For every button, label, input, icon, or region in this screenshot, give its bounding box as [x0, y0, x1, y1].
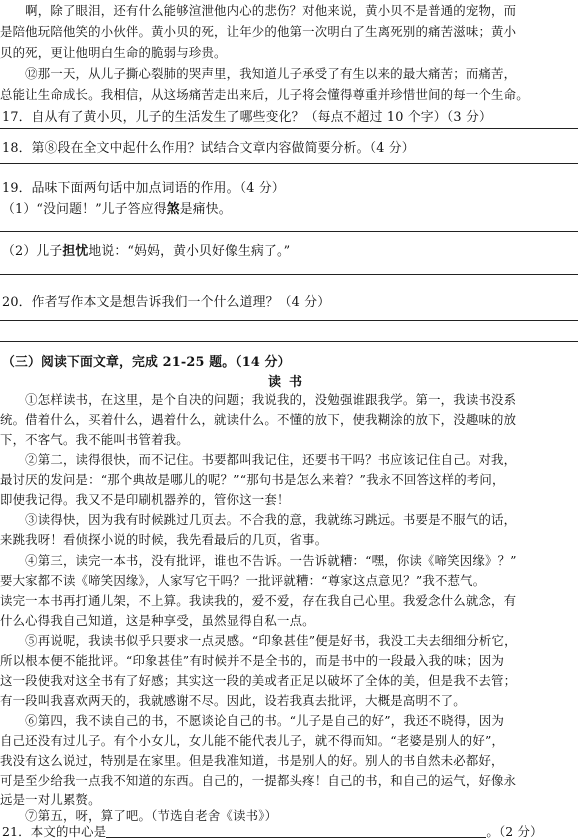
- article-line: 即使我记得。我又不是印刷机器养的，管你这一套！: [0, 492, 290, 507]
- article-line: 读完一本书再打通儿架，不上算。我读我的，爱不爱，存在我自己心里。我爱念什么就念，有: [0, 593, 517, 608]
- answer-line: [0, 231, 578, 232]
- article-line: ⑤再说呢，我读书似乎只要求一点灵感。“印象甚佳”便是好书，我没工夫去细细分析它，: [0, 633, 517, 648]
- article-title: 读书: [267, 375, 310, 390]
- text-line: 贝的死，更让他明白生命的脆弱与珍贵。: [0, 45, 227, 60]
- answer-line: [0, 320, 578, 321]
- text-line: 啊，除了眼泪，还有什么能够渲泄他内心的悲伤？对他来说，黄小贝不是普通的宠物，而: [0, 3, 517, 18]
- answer-line: [0, 128, 578, 129]
- article-line: 下，不客气。我不能叫书管着我。: [0, 432, 189, 447]
- question-18: 18．第⑧段在全文中起什么作用？试结合文章内容做简要分析。（4 分）: [2, 141, 415, 156]
- question-19-2: [2, 240, 578, 259]
- article-line: 统。借着什么，买着什么，遇着什么，就读什么。不懂的放下，使我糊涂的放下，没趣味的放: [0, 412, 517, 427]
- article-line: 要大家都不读《啼笑因缘》，人家写它干吗？一批评就糟：“尊家这点意见？”我不惹气。: [0, 573, 486, 588]
- text-line: 总能让生命成长。我相信，从这场痛苦走出来后，儿子将会懂得尊重并珍惜世间的每一个生命。: [0, 87, 529, 102]
- fill-in-blank[interactable]: [106, 825, 486, 838]
- answer-line: [0, 163, 578, 164]
- dotted-word: 担忧: [62, 244, 89, 259]
- article-line: 有一段叫我喜欢两天的，我就感谢不尽。因此，设若我真去批评，大概是高明不了。: [0, 693, 466, 708]
- article-line: 可是至少给我一点我不知道的东西。自己的，一提都头疼！自己的书，和自己的运气，好像永: [0, 773, 517, 788]
- article-line: 我没有这么说过，特别是在家里。但是我准知道，书是别人的好。别人的书自然未必都好，: [0, 753, 504, 768]
- question-19: 19．品味下面两句话中加点词语的作用。（4 分）: [2, 181, 285, 196]
- q19a-text-end: 是痛快。: [179, 202, 232, 217]
- article-line: ③读得快，因为我有时候跳过几页去。不合我的意，我就练习跳远。书要是不服气的话，: [0, 512, 517, 527]
- question-17: 17．自从有了黄小贝，儿子的生活发生了哪些变化？（每点不超过 10 个字）（3 分）: [2, 110, 493, 125]
- article-line: 这一段使我对这全书有了好感；其实这一段的美或者正足以破坏了全体的美，但是我不去管；: [0, 673, 517, 688]
- article-line: 远是一对儿累赘。: [0, 792, 101, 807]
- article-line: ⑦第五，呀，算了吧。（节选自老舍《读书》）: [0, 808, 278, 823]
- q19b-text-end: 地说：“妈妈，黄小贝好像生病了。”: [88, 244, 291, 259]
- section-heading: （三）阅读下面文章，完成 21-25 题。（14 分）: [2, 355, 291, 370]
- answer-line: [0, 341, 578, 342]
- article-line: 最讨厌的发问是：“那个典故是哪儿的呢？”“那句书是怎么来着？”我永不回答这样的考问，: [0, 472, 505, 487]
- q21-text-end: 。（2 分）: [486, 824, 543, 839]
- article-line: ①怎样读书，在这里，是个自决的问题；我说我的，没勉强谁跟我学。第一，我读书没系: [0, 392, 517, 407]
- dotted-word: 煞: [166, 202, 180, 217]
- text-line: ⑫那一天，从儿子撕心裂肺的哭声里，我知道儿子承受了有生以来的最大痛苦；而痛苦，: [0, 66, 517, 81]
- article-line: ④第三，读完一本书，没有批评，谁也不告诉。一告诉就糟：“嘿，你读《啼笑因缘》？”: [0, 553, 517, 568]
- article-line: ②第二，读得很快，而不记住。书要都叫我记住，还要书干吗？书应该记住自己。对我，: [0, 452, 517, 467]
- question-19-1: [2, 198, 578, 217]
- article-line: 什么心得我自己知道，这是种享受，虽然显得自私一点。: [0, 613, 315, 628]
- q19b-text: （2）儿子: [2, 244, 63, 259]
- q21-text: 21．本文的中心是: [2, 824, 107, 839]
- answer-line: [0, 274, 578, 275]
- text-line: 是陪他玩陪他笑的小伙伴。黄小贝的死，让年少的他第一次明白了生离死别的痛苦滋味；黄小: [0, 24, 517, 39]
- question-21: [2, 822, 578, 840]
- article-line: 来跳我呀！看侦探小说的时候，我先看最后的几页，省事。: [0, 532, 328, 547]
- q19a-text: （1）“没问题！”儿子答应得: [2, 202, 167, 217]
- article-line: 所以根本便不能批评。“印象甚佳”有时候并不是全书的，而是书中的一段最入我的味；因为: [0, 653, 505, 668]
- article-line: 自己还没有过儿子。有个小女儿，女儿能不能代表儿子，就不得而知。“老婆是别人的好”，: [0, 733, 505, 748]
- question-20: 20．作者写作本文是想告诉我们一个什么道理？（4 分）: [2, 295, 331, 310]
- article-line: ⑥第四，我不读自己的书，不愿谈论自己的书。“儿子是自己的好”，我还不晓得，因为: [0, 713, 505, 728]
